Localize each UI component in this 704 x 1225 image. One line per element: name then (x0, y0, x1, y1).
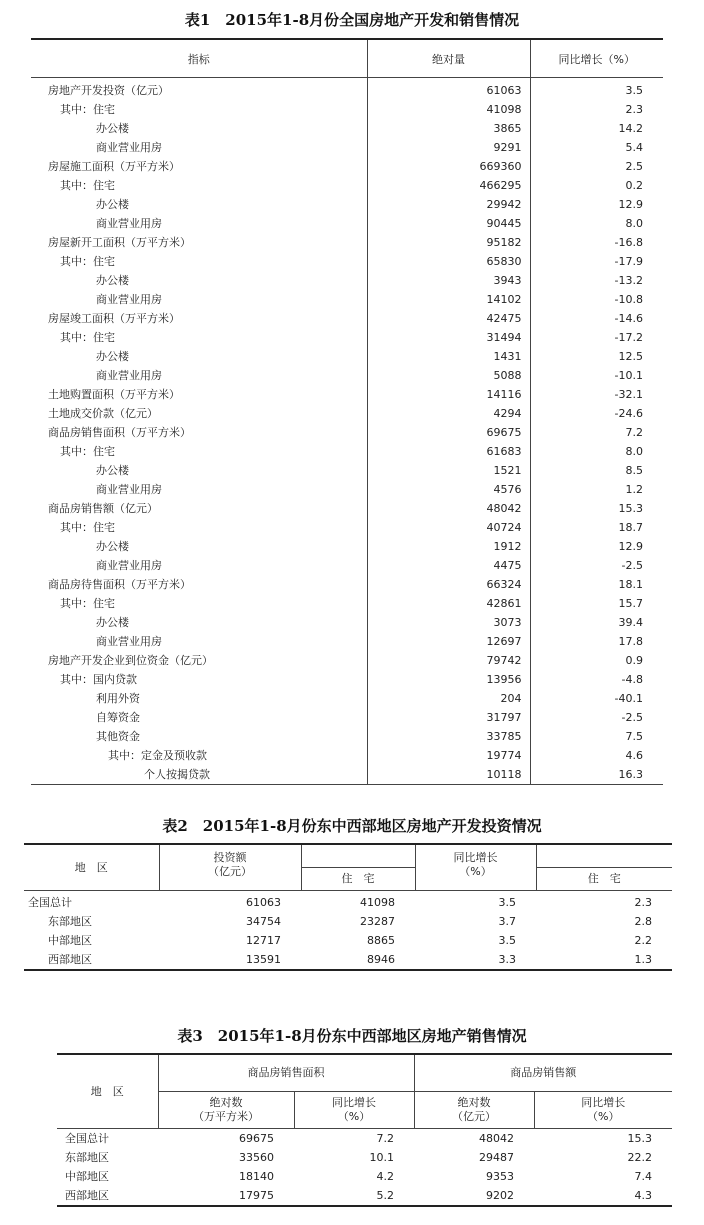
absolute-value: 3865 (367, 119, 530, 138)
indicator-label: 商业营业用房 (96, 559, 162, 572)
absolute-value: 14102 (367, 290, 530, 309)
absolute-value: 3073 (367, 613, 530, 632)
table3-title: 表3 2015年1-8月份东中西部地区房地产销售情况 (177, 1027, 527, 1045)
table-row (31, 499, 663, 518)
absolute-value: 41098 (367, 100, 530, 119)
table-row (31, 78, 663, 101)
table3-header-area-abs-label: 绝对数 (209, 1096, 243, 1109)
table3-header-area-growth-label: 同比增长 (332, 1096, 376, 1109)
indicator-label: 商业营业用房 (96, 217, 162, 230)
table2-header-region: 地 区 (24, 844, 159, 891)
absolute-value: 14116 (367, 385, 530, 404)
growth-value: -4.8 (530, 670, 663, 689)
growth-value: -14.6 (530, 309, 663, 328)
table-row (31, 366, 663, 385)
growth-value: -2.5 (530, 708, 663, 727)
table2-header-invest (159, 844, 301, 891)
growth-value: 5.4 (530, 138, 663, 157)
absolute-value: 5088 (367, 366, 530, 385)
table-row (24, 891, 672, 913)
indicator-label: 商品房待售面积（万平方米） (48, 578, 191, 591)
area-growth-value: 4.2 (376, 1170, 394, 1183)
absolute-value: 61063 (367, 78, 530, 101)
area-value: 17975 (239, 1189, 274, 1202)
indicator-label: 其中：住宅 (60, 255, 115, 268)
growth-value: 15.3 (530, 499, 663, 518)
absolute-value: 31494 (367, 328, 530, 347)
table3-header-sales-abs-unit: （亿元） (452, 1110, 496, 1123)
housing-growth-value: 2.3 (634, 896, 652, 909)
table-row (31, 233, 663, 252)
table3 (57, 1053, 672, 1207)
absolute-value: 33785 (367, 727, 530, 746)
growth-value: 12.5 (530, 347, 663, 366)
table2-header-growth-unit: （%） (459, 865, 492, 878)
growth-value: 8.0 (530, 214, 663, 233)
growth-value: -10.1 (530, 366, 663, 385)
growth-value: 3.5 (498, 896, 516, 909)
table2-header-housing-growth: 住 宅 (536, 868, 672, 891)
table2-header-growth-label: 同比增长 (453, 851, 498, 864)
table-row (31, 119, 663, 138)
indicator-label: 其中：定金及预收款 (108, 749, 207, 762)
table-row (31, 138, 663, 157)
table-row (57, 1148, 672, 1167)
indicator-label: 办公楼 (96, 122, 129, 135)
table-row (31, 252, 663, 271)
table-row (31, 423, 663, 442)
absolute-value: 13956 (367, 670, 530, 689)
table-row (31, 271, 663, 290)
indicator-label: 办公楼 (96, 350, 129, 363)
indicator-label: 商业营业用房 (96, 635, 162, 648)
housing-value: 8865 (367, 934, 395, 947)
growth-value: -17.2 (530, 328, 663, 347)
table-row (31, 746, 663, 765)
table-row (31, 309, 663, 328)
indicator-label: 其中：住宅 (60, 103, 115, 116)
housing-value: 8946 (367, 953, 395, 966)
table3-header-sales-growth (534, 1092, 672, 1129)
table-row (31, 594, 663, 613)
table-row (31, 157, 663, 176)
indicator-label: 办公楼 (96, 198, 129, 211)
absolute-value: 29942 (367, 195, 530, 214)
table3-header-area-group: 商品房销售面积 (158, 1054, 414, 1092)
table1-title: 表1 2015年1-8月份全国房地产开发和销售情况 (184, 11, 520, 29)
growth-value: 1.2 (530, 480, 663, 499)
absolute-value: 65830 (367, 252, 530, 271)
region-name: 全国总计 (28, 896, 72, 909)
growth-value: 0.2 (530, 176, 663, 195)
indicator-label: 商品房销售额（亿元） (48, 502, 158, 515)
growth-value: 3.7 (498, 915, 516, 928)
table2-header-housing: 住 宅 (301, 868, 415, 891)
table-row (31, 100, 663, 119)
table-row (31, 556, 663, 575)
table-row (31, 176, 663, 195)
housing-value: 23287 (360, 915, 395, 928)
table2-header-invest-label: 投资额 (213, 851, 247, 864)
growth-value: 18.1 (530, 575, 663, 594)
table-row (31, 385, 663, 404)
table3-header-region: 地 区 (57, 1054, 158, 1129)
absolute-value: 69675 (367, 423, 530, 442)
indicator-label: 商业营业用房 (96, 141, 162, 154)
absolute-value: 1521 (367, 461, 530, 480)
housing-growth-value: 2.8 (634, 915, 652, 928)
area-growth-value: 5.2 (376, 1189, 394, 1202)
table2 (24, 843, 672, 971)
absolute-value: 1912 (367, 537, 530, 556)
growth-value: -10.8 (530, 290, 663, 309)
table1-header-row (31, 39, 663, 78)
growth-value: 0.9 (530, 651, 663, 670)
table2-title: 表2 2015年1-8月份东中西部地区房地产开发投资情况 (162, 817, 542, 835)
growth-value: 8.0 (530, 442, 663, 461)
indicator-label: 房地产开发企业到位资金（亿元） (48, 654, 213, 667)
table3-header-sales-growth-unit: （%） (587, 1110, 620, 1123)
growth-value: 18.7 (530, 518, 663, 537)
absolute-value: 66324 (367, 575, 530, 594)
absolute-value: 204 (367, 689, 530, 708)
table-row (31, 214, 663, 233)
growth-value: 12.9 (530, 195, 663, 214)
growth-value: -17.9 (530, 252, 663, 271)
absolute-value: 10118 (367, 765, 530, 785)
sales-growth-value: 22.2 (627, 1151, 652, 1164)
table-row (31, 518, 663, 537)
absolute-value: 42861 (367, 594, 530, 613)
table3-header-area-growth-unit: （%） (337, 1110, 371, 1123)
table-row (31, 537, 663, 556)
indicator-label: 商业营业用房 (96, 293, 162, 306)
area-growth-value: 10.1 (369, 1151, 394, 1164)
growth-value: 16.3 (530, 765, 663, 785)
indicator-label: 房屋竣工面积（万平方米） (48, 312, 180, 325)
absolute-value: 42475 (367, 309, 530, 328)
indicator-label: 个人按揭贷款 (144, 768, 210, 781)
growth-value: 4.6 (530, 746, 663, 765)
indicator-label: 其中：住宅 (60, 331, 115, 344)
region-name: 东部地区 (65, 1151, 109, 1164)
table3-header-sales-abs (414, 1092, 534, 1129)
table-row (31, 442, 663, 461)
table1-header-absolute: 绝对量 (367, 39, 530, 78)
invest-value: 61063 (246, 896, 281, 909)
absolute-value: 4576 (367, 480, 530, 499)
growth-value: 3.5 (530, 78, 663, 101)
absolute-value: 466295 (367, 176, 530, 195)
indicator-label: 房屋施工面积（万平方米） (48, 160, 180, 173)
table-row (24, 931, 672, 950)
absolute-value: 61683 (367, 442, 530, 461)
table-row (31, 613, 663, 632)
region-name: 全国总计 (65, 1132, 109, 1145)
indicator-label: 自筹资金 (96, 711, 140, 724)
table-row (24, 912, 672, 931)
growth-value: 3.3 (498, 953, 516, 966)
growth-value: -24.6 (530, 404, 663, 423)
absolute-value: 40724 (367, 518, 530, 537)
housing-value: 41098 (360, 896, 395, 909)
table-row (57, 1129, 672, 1149)
region-name: 西部地区 (65, 1189, 109, 1202)
absolute-value: 79742 (367, 651, 530, 670)
sales-growth-value: 7.4 (634, 1170, 652, 1183)
indicator-label: 土地成交价款（亿元） (48, 407, 158, 420)
table-row (31, 670, 663, 689)
growth-value: -32.1 (530, 385, 663, 404)
growth-value: 7.5 (530, 727, 663, 746)
growth-value: -16.8 (530, 233, 663, 252)
absolute-value: 12697 (367, 632, 530, 651)
table-row (31, 328, 663, 347)
table-row (31, 347, 663, 366)
housing-growth-value: 2.2 (634, 934, 652, 947)
absolute-value: 4294 (367, 404, 530, 423)
table-row (31, 632, 663, 651)
growth-value: 2.3 (530, 100, 663, 119)
absolute-value: 31797 (367, 708, 530, 727)
table3-header-area-growth (294, 1092, 414, 1129)
table3-header-sales-group: 商品房销售额 (414, 1054, 672, 1092)
sales-growth-value: 4.3 (634, 1189, 652, 1202)
region-name: 西部地区 (48, 953, 92, 966)
sales-growth-value: 15.3 (627, 1132, 652, 1145)
sales-value: 9353 (486, 1170, 514, 1183)
table3-header-sales-growth-label: 同比增长 (581, 1096, 626, 1109)
table3-header-area-abs (158, 1092, 294, 1129)
indicator-label: 其中：国内贷款 (60, 673, 137, 686)
table1-header-growth: 同比增长（%） (530, 39, 663, 78)
absolute-value: 95182 (367, 233, 530, 252)
table-row (31, 727, 663, 746)
growth-value: -13.2 (530, 271, 663, 290)
area-value: 69675 (239, 1132, 274, 1145)
housing-growth-value: 1.3 (634, 953, 652, 966)
growth-value: 7.2 (530, 423, 663, 442)
absolute-value: 669360 (367, 157, 530, 176)
table-row (57, 1167, 672, 1186)
indicator-label: 办公楼 (96, 464, 129, 477)
sales-value: 48042 (479, 1132, 514, 1145)
indicator-label: 房屋新开工面积（万平方米） (48, 236, 191, 249)
absolute-value: 9291 (367, 138, 530, 157)
invest-value: 34754 (246, 915, 281, 928)
absolute-value: 4475 (367, 556, 530, 575)
growth-value: 15.7 (530, 594, 663, 613)
indicator-label: 商业营业用房 (96, 369, 162, 382)
indicator-label: 其他资金 (96, 730, 140, 743)
table-row (31, 195, 663, 214)
indicator-label: 办公楼 (96, 616, 129, 629)
table-row (31, 290, 663, 309)
absolute-value: 48042 (367, 499, 530, 518)
growth-value: 14.2 (530, 119, 663, 138)
table1-header-indicator: 指标 (31, 39, 367, 78)
table-row (24, 950, 672, 970)
indicator-label: 其中：住宅 (60, 179, 115, 192)
indicator-label: 办公楼 (96, 540, 129, 553)
area-value: 33560 (239, 1151, 274, 1164)
area-value: 18140 (239, 1170, 274, 1183)
indicator-label: 其中：住宅 (60, 445, 115, 458)
region-name: 中部地区 (48, 934, 92, 947)
growth-value: 17.8 (530, 632, 663, 651)
growth-value: 3.5 (498, 934, 516, 947)
table-row (31, 708, 663, 727)
growth-value: 8.5 (530, 461, 663, 480)
growth-value: 12.9 (530, 537, 663, 556)
table1 (31, 38, 663, 785)
table-row (31, 689, 663, 708)
growth-value: 39.4 (530, 613, 663, 632)
indicator-label: 商品房销售面积（万平方米） (48, 426, 191, 439)
indicator-label: 房地产开发投资（亿元） (48, 84, 169, 97)
indicator-label: 商业营业用房 (96, 483, 162, 496)
growth-value: 2.5 (530, 157, 663, 176)
sales-value: 9202 (486, 1189, 514, 1202)
table-row (57, 1186, 672, 1206)
table-row (31, 480, 663, 499)
table-row (31, 575, 663, 594)
table-row (31, 765, 663, 785)
indicator-label: 办公楼 (96, 274, 129, 287)
area-growth-value: 7.2 (376, 1132, 394, 1145)
invest-value: 12717 (246, 934, 281, 947)
absolute-value: 3943 (367, 271, 530, 290)
absolute-value: 1431 (367, 347, 530, 366)
indicator-label: 土地购置面积（万平方米） (48, 388, 180, 401)
table2-header-growth (415, 844, 536, 891)
absolute-value: 90445 (367, 214, 530, 233)
absolute-value: 19774 (367, 746, 530, 765)
indicator-label: 利用外资 (96, 692, 140, 705)
growth-value: -2.5 (530, 556, 663, 575)
region-name: 中部地区 (65, 1170, 109, 1183)
invest-value: 13591 (246, 953, 281, 966)
region-name: 东部地区 (48, 915, 92, 928)
table2-header-invest-unit: （亿元） (208, 865, 252, 878)
table3-header-sales-abs-label: 绝对数 (457, 1096, 491, 1109)
table-row (31, 461, 663, 480)
table3-header-area-abs-unit: （万平方米） (193, 1110, 259, 1123)
table-row (31, 404, 663, 423)
indicator-label: 其中：住宅 (60, 597, 115, 610)
growth-value: -40.1 (530, 689, 663, 708)
sales-value: 29487 (479, 1151, 514, 1164)
indicator-label: 其中：住宅 (60, 521, 115, 534)
table-row (31, 651, 663, 670)
